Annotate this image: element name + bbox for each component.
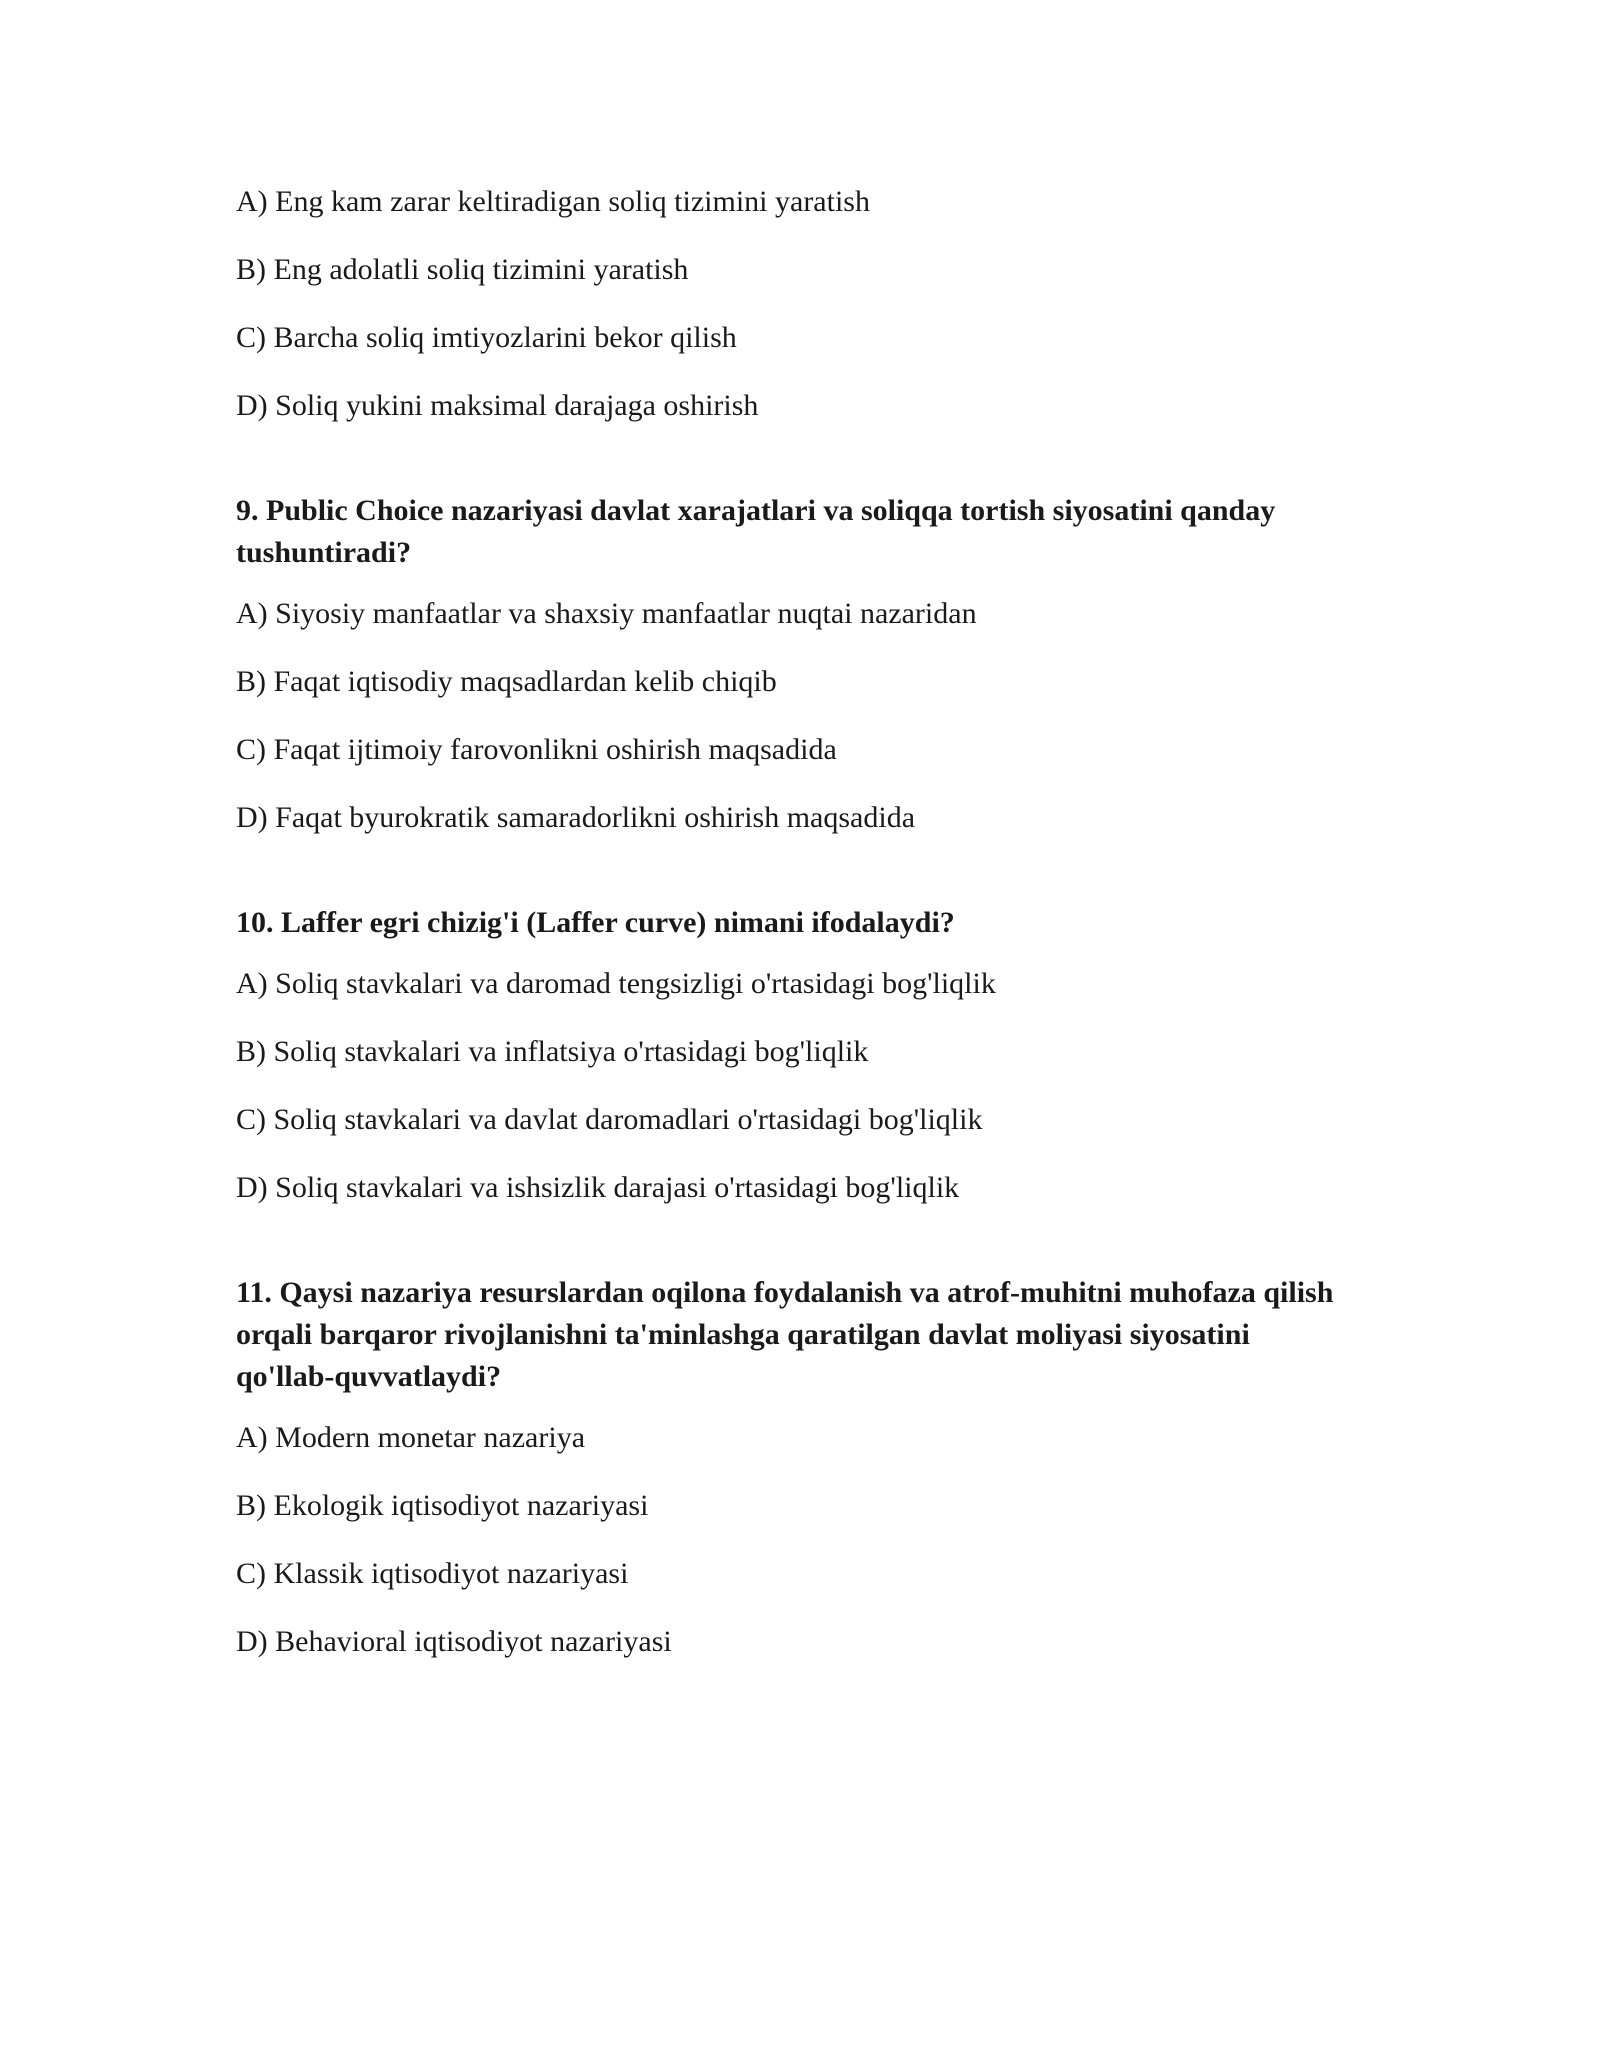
option-c: C) Klassik iqtisodiyot nazariyasi [236, 1557, 629, 1590]
option-b: B) Ekologik iqtisodiyot nazariyasi [236, 1489, 649, 1522]
option-d: D) Behavioral iqtisodiyot nazariyasi [236, 1625, 672, 1658]
option-b: B) Soliq stavkalari va inflatsiya o'rtasidagi bog'liqlik [236, 1035, 869, 1068]
option-b: B) Eng adolatli soliq tizimini yaratish [236, 253, 689, 286]
document-content [236, 184, 1356, 1692]
question-text: 9. Public Choice nazariyasi davlat xarajatlari va soliqqa tortish siyosatini qanday tushuntiradi? [236, 494, 1276, 569]
option-a: A) Modern monetar nazariya [236, 1421, 586, 1454]
option-a: A) Siyosiy manfaatlar va shaxsiy manfaatlar nuqtai nazaridan [236, 597, 977, 630]
question-9 [236, 490, 1356, 836]
question-11 [236, 1272, 1356, 1660]
question-text: 11. Qaysi nazariya resurslardan oqilona foydalanish va atrof-muhitni muhofaza qilish orqali barqaror rivojlanishni ta'minlashga qaratilgan davlat moliyasi siyosatini qo'llab-quvvatlaydi? [236, 1276, 1334, 1393]
option-c: C) Faqat ijtimoiy farovonlikni oshirish maqsadida [236, 733, 837, 766]
option-d: D) Faqat byurokratik samaradorlikni oshirish maqsadida [236, 801, 916, 834]
option-a: A) Soliq stavkalari va daromad tengsizligi o'rtasidagi bog'liqlik [236, 967, 996, 1000]
option-c: C) Barcha soliq imtiyozlarini bekor qilish [236, 321, 737, 354]
option-a: A) Eng kam zarar keltiradigan soliq tizimini yaratish [236, 185, 870, 218]
option-c: C) Soliq stavkalari va davlat daromadlari o'rtasidagi bog'liqlik [236, 1103, 983, 1136]
question-text: 10. Laffer egri chizig'i (Laffer curve) nimani ifodalaydi? [236, 906, 955, 939]
question-8-options [236, 184, 1356, 424]
option-b: B) Faqat iqtisodiy maqsadlardan kelib chiqib [236, 665, 777, 698]
question-10 [236, 902, 1356, 1206]
option-d: D) Soliq stavkalari va ishsizlik darajasi o'rtasidagi bog'liqlik [236, 1171, 960, 1204]
option-d: D) Soliq yukini maksimal darajaga oshirish [236, 389, 759, 422]
